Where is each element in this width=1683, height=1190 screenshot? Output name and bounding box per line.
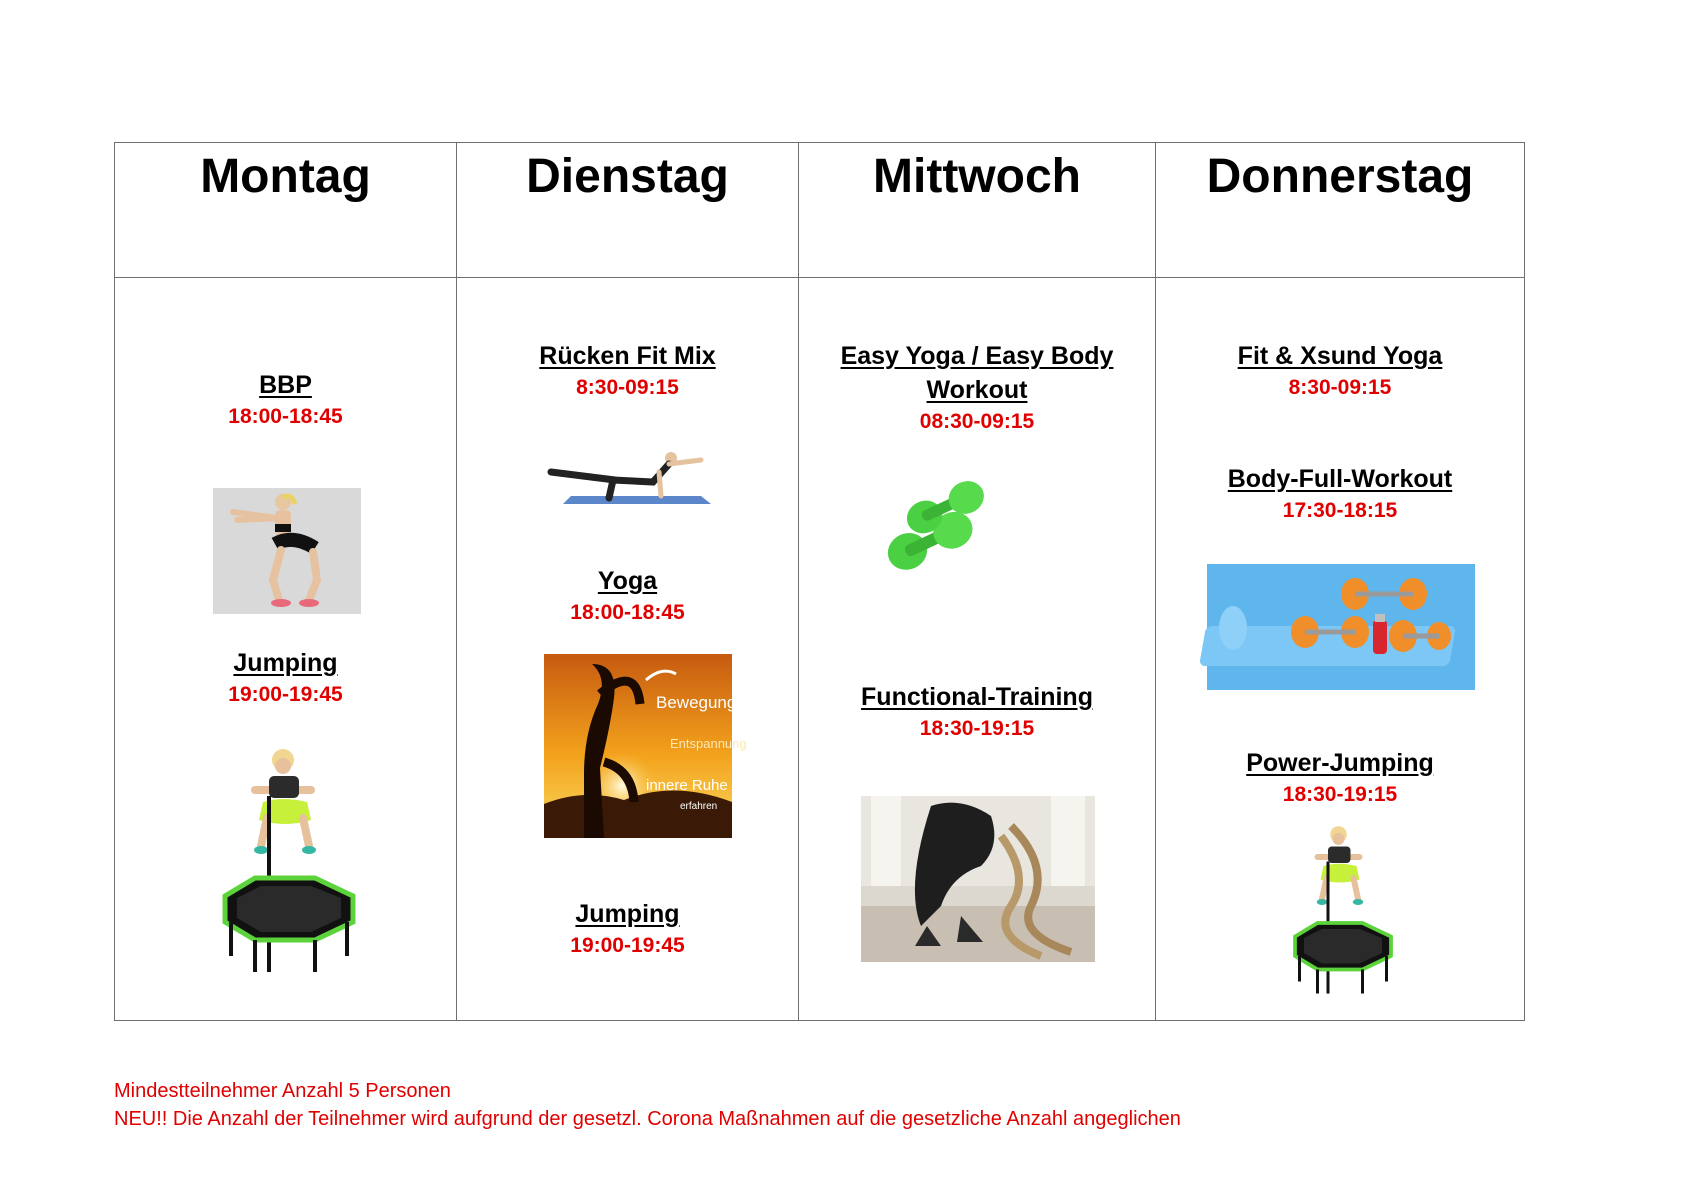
battle-rope-image bbox=[861, 796, 1095, 962]
mat-and-weights-image bbox=[1207, 564, 1475, 690]
day-dienstag: Dienstag bbox=[457, 143, 799, 278]
dienstag-cell bbox=[457, 278, 799, 1021]
footer-min-participants: Mindestteilnehmer Anzahl 5 Personen bbox=[114, 1080, 451, 1102]
day-mittwoch: Mittwoch bbox=[799, 143, 1156, 278]
day-header-row bbox=[115, 143, 1525, 278]
class-yoga bbox=[457, 564, 798, 628]
class-time: 18:00-18:45 bbox=[228, 405, 343, 428]
yoga-sunset-image bbox=[544, 654, 747, 838]
day-montag: Montag bbox=[115, 143, 457, 278]
svg-text:innere Ruhe: innere Ruhe bbox=[646, 777, 728, 794]
montag-cell bbox=[115, 278, 457, 1021]
class-easy-yoga-body-workout bbox=[799, 339, 1155, 437]
class-bbp bbox=[115, 368, 456, 432]
class-time: 08:30-09:15 bbox=[919, 410, 1035, 433]
class-jumping bbox=[457, 897, 798, 961]
class-time: 17:30-18:15 bbox=[1282, 499, 1398, 522]
class-time: 19:00-19:45 bbox=[228, 683, 343, 706]
class-name: Power-Jumping bbox=[1246, 749, 1434, 777]
class-fit-xsund-yoga bbox=[1156, 339, 1524, 403]
dumbbells-image bbox=[869, 486, 1009, 572]
donnerstag-cell bbox=[1156, 278, 1525, 1021]
back-exercise-image bbox=[541, 446, 711, 506]
day-donnerstag: Donnerstag bbox=[1156, 143, 1525, 278]
class-time: 18:30-19:15 bbox=[919, 717, 1035, 740]
class-name: Jumping bbox=[233, 649, 338, 677]
class-time: 18:00-18:45 bbox=[570, 601, 685, 624]
trampoline-jumping-image bbox=[1260, 824, 1420, 1004]
class-name: Jumping bbox=[575, 900, 680, 928]
footer-notes bbox=[114, 1077, 1181, 1133]
footer-corona-note: NEU!! Die Anzahl der Teilnehmer wird aufgrund der gesetzl. Corona Maßnahmen auf die gesetzliche Anzahl angeglichen bbox=[114, 1108, 1181, 1130]
class-body-full-workout bbox=[1156, 462, 1524, 526]
squat-woman-image bbox=[213, 488, 361, 614]
class-jumping bbox=[115, 646, 456, 710]
mittwoch-cell bbox=[799, 278, 1156, 1021]
class-name: Rücken Fit Mix bbox=[539, 342, 716, 370]
class-name: Functional-Training bbox=[861, 683, 1093, 711]
class-time: 18:30-19:15 bbox=[1282, 783, 1398, 806]
class-name-line1: Easy Yoga / Easy Body bbox=[840, 342, 1114, 370]
class-ruecken-fit-mix bbox=[457, 339, 798, 403]
class-name-line2: Workout bbox=[926, 376, 1028, 404]
svg-text:Entspannung: Entspannung bbox=[670, 736, 747, 751]
svg-text:erfahren: erfahren bbox=[680, 801, 718, 812]
trampoline-jumping-image bbox=[185, 746, 385, 986]
class-name: Yoga bbox=[597, 567, 658, 595]
class-functional-training bbox=[799, 680, 1155, 744]
class-power-jumping bbox=[1156, 746, 1524, 810]
classes-row bbox=[115, 278, 1525, 1021]
svg-text:Bewegung: Bewegung bbox=[656, 693, 737, 712]
class-time: 8:30-09:15 bbox=[1288, 376, 1392, 399]
class-name: Fit & Xsund Yoga bbox=[1237, 342, 1443, 370]
class-name: BBP bbox=[259, 371, 312, 399]
class-name: Body-Full-Workout bbox=[1227, 465, 1453, 493]
schedule-table bbox=[114, 142, 1525, 1021]
class-time: 19:00-19:45 bbox=[570, 934, 685, 957]
class-time: 8:30-09:15 bbox=[576, 376, 679, 399]
